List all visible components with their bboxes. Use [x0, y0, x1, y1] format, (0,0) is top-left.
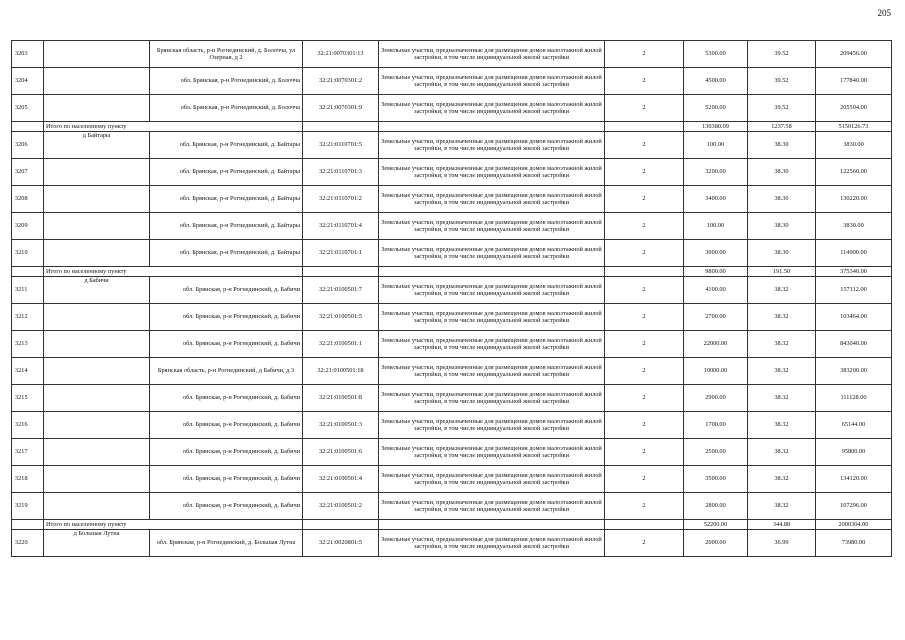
cadastral-value: 65144.00	[816, 412, 892, 439]
row-number: 3213	[12, 331, 44, 358]
cadastral-number: 32:21:0100501:1	[303, 331, 379, 358]
specific-value: 38.30	[748, 240, 816, 267]
settlement-name	[44, 240, 150, 267]
subtotal-cadastre-cell	[303, 122, 379, 132]
subtotal-purpose-cell	[379, 520, 605, 530]
cadastral-value: 111128.00	[816, 385, 892, 412]
specific-value: 39.52	[748, 68, 816, 95]
cadastral-value: 130220.00	[816, 186, 892, 213]
specific-value: 38.32	[748, 412, 816, 439]
cadastral-number: 32:21:0110701:5	[303, 132, 379, 159]
area: 2700.00	[684, 304, 748, 331]
table-row	[12, 159, 892, 186]
cadastral-number: 32:21:0020801:5	[303, 530, 379, 557]
table-row	[12, 186, 892, 213]
address: обл. Брянская, р-н Рогнединский, д. Бабичи	[150, 439, 303, 466]
table-row	[12, 277, 892, 304]
subtotal-group-cell	[605, 267, 684, 277]
address: обл. Брянская, р-н Рогнединский, д. Бабичи	[150, 277, 303, 304]
land-purpose: Земельные участки, предназначенные для размещения домов малоэтажной жилой застройки, в том числе индивидуальной жилой застройки	[379, 439, 605, 466]
cadastral-number: 32:21:0070301:2	[303, 68, 379, 95]
row-number: 3212	[12, 304, 44, 331]
area: 3500.00	[684, 466, 748, 493]
land-purpose: Земельные участки, предназначенные для размещения домов малоэтажной жилой застройки, в том числе индивидуальной жилой застройки	[379, 385, 605, 412]
specific-value: 38.32	[748, 277, 816, 304]
row-number: 3215	[12, 385, 44, 412]
subtotal-cadastre-cell	[303, 267, 379, 277]
row-number: 3204	[12, 68, 44, 95]
address: обл. Брянская, р-н Рогнединский, д. Байтары	[150, 186, 303, 213]
row-number: 3219	[12, 493, 44, 520]
cadastral-value: 157112.00	[816, 277, 892, 304]
table-row	[12, 530, 892, 557]
land-purpose: Земельные участки, предназначенные для размещения домов малоэтажной жилой застройки, в том числе индивидуальной жилой застройки	[379, 240, 605, 267]
cadastral-value: 209456.00	[816, 41, 892, 68]
table-row	[12, 331, 892, 358]
subtotal-value: 2000304.00	[816, 520, 892, 530]
specific-value: 38.32	[748, 385, 816, 412]
area: 4500.00	[684, 68, 748, 95]
table-row	[12, 213, 892, 240]
specific-value: 38.32	[748, 358, 816, 385]
specific-value: 38.32	[748, 304, 816, 331]
cadastral-value: 134120.00	[816, 466, 892, 493]
row-number: 3208	[12, 186, 44, 213]
cadastral-value: 114900.00	[816, 240, 892, 267]
specific-value: 38.30	[748, 159, 816, 186]
subtotal-rate: 344.88	[748, 520, 816, 530]
group-code: 2	[605, 213, 684, 240]
land-purpose: Земельные участки, предназначенные для размещения домов малоэтажной жилой застройки, в том числе индивидуальной жилой застройки	[379, 186, 605, 213]
table-row	[12, 132, 892, 159]
settlement-name	[44, 41, 150, 68]
subtotal-label: Итого по населенному пункту	[44, 122, 303, 132]
row-number: 3220	[12, 530, 44, 557]
area: 1700.00	[684, 412, 748, 439]
settlement-name	[44, 385, 150, 412]
settlement-name	[44, 213, 150, 240]
cadastral-value: 3830.00	[816, 213, 892, 240]
table-row	[12, 95, 892, 122]
cadastral-value: 3830.00	[816, 132, 892, 159]
land-purpose: Земельные участки, предназначенные для размещения домов малоэтажной жилой застройки, в том числе индивидуальной жилой застройки	[379, 331, 605, 358]
address: обл. Брянская, р-н Рогнединский, д. Байтары	[150, 240, 303, 267]
address: обл. Брянская, р-н Рогнединский, д. Байтары	[150, 213, 303, 240]
group-code: 2	[605, 466, 684, 493]
area: 3200.00	[684, 159, 748, 186]
group-code: 2	[605, 95, 684, 122]
cadastral-number: 32:21:0100501:2	[303, 493, 379, 520]
table-row	[12, 385, 892, 412]
subtotal-row	[12, 267, 892, 277]
row-number: 3214	[12, 358, 44, 385]
area: 22000.00	[684, 331, 748, 358]
group-code: 2	[605, 331, 684, 358]
settlement-name	[44, 159, 150, 186]
subtotal-group-cell	[605, 520, 684, 530]
group-code: 2	[605, 159, 684, 186]
group-code: 2	[605, 304, 684, 331]
address: обл. Брянская, р-н Рогнединский, д. Бабичи	[150, 304, 303, 331]
row-number: 3206	[12, 132, 44, 159]
subtotal-rate: 1237.58	[748, 122, 816, 132]
land-purpose: Земельные участки, предназначенные для размещения домов малоэтажной жилой застройки, в том числе индивидуальной жилой застройки	[379, 159, 605, 186]
address: обл. Брянская, р-н Рогнединский, д. Байтары	[150, 132, 303, 159]
table-row	[12, 412, 892, 439]
settlement-name: д Бабичи	[44, 277, 150, 304]
address: Брянская область, р-н Рогнединский, д. Болочча, ул Озерная, д 2	[150, 41, 303, 68]
cadastral-number: 32:21:0100501:6	[303, 439, 379, 466]
land-purpose: Земельные участки, предназначенные для размещения домов малоэтажной жилой застройки, в том числе индивидуальной жилой застройки	[379, 530, 605, 557]
land-purpose: Земельные участки, предназначенные для размещения домов малоэтажной жилой застройки, в том числе индивидуальной жилой застройки	[379, 493, 605, 520]
address: обл. Брянская, р-н Рогнединский, д. Бабичи	[150, 412, 303, 439]
area: 10000.00	[684, 358, 748, 385]
area: 2900.00	[684, 385, 748, 412]
subtotal-label: Итого по населенному пункту	[44, 520, 303, 530]
table-row	[12, 358, 892, 385]
subtotal-num-cell	[12, 267, 44, 277]
area: 100.00	[684, 213, 748, 240]
specific-value: 38.30	[748, 186, 816, 213]
row-number: 3205	[12, 95, 44, 122]
cadastral-number: 32:21:0100501:4	[303, 466, 379, 493]
subtotal-value: 5150126.73	[816, 122, 892, 132]
cadastral-value: 103464.00	[816, 304, 892, 331]
row-number: 3203	[12, 41, 44, 68]
specific-value: 36.99	[748, 530, 816, 557]
land-purpose: Земельные участки, предназначенные для размещения домов малоэтажной жилой застройки, в том числе индивидуальной жилой застройки	[379, 358, 605, 385]
settlement-name	[44, 68, 150, 95]
subtotal-rate: 191.50	[748, 267, 816, 277]
land-registry-table	[11, 40, 892, 557]
land-purpose: Земельные участки, предназначенные для размещения домов малоэтажной жилой застройки, в том числе индивидуальной жилой застройки	[379, 213, 605, 240]
table-row	[12, 68, 892, 95]
settlement-name	[44, 331, 150, 358]
specific-value: 38.30	[748, 132, 816, 159]
subtotal-label: Итого по населенному пункту	[44, 267, 303, 277]
cadastral-value: 843040.00	[816, 331, 892, 358]
subtotal-area: 130380.09	[684, 122, 748, 132]
cadastral-number: 32:21:0100501:5	[303, 304, 379, 331]
cadastral-value: 205504.00	[816, 95, 892, 122]
cadastral-number: 32:21:0100501:18	[303, 358, 379, 385]
subtotal-num-cell	[12, 520, 44, 530]
land-purpose: Земельные участки, предназначенные для размещения домов малоэтажной жилой застройки, в том числе индивидуальной жилой застройки	[379, 132, 605, 159]
land-purpose: Земельные участки, предназначенные для размещения домов малоэтажной жилой застройки, в том числе индивидуальной жилой застройки	[379, 41, 605, 68]
area: 4100.00	[684, 277, 748, 304]
settlement-name	[44, 466, 150, 493]
subtotal-purpose-cell	[379, 122, 605, 132]
subtotal-row	[12, 122, 892, 132]
address: обл. Брянская, р-н Рогнединский, д. Большая Лутна	[150, 530, 303, 557]
subtotal-group-cell	[605, 122, 684, 132]
group-code: 2	[605, 68, 684, 95]
group-code: 2	[605, 186, 684, 213]
cadastral-value: 73980.00	[816, 530, 892, 557]
subtotal-cadastre-cell	[303, 520, 379, 530]
cadastral-number: 32:21:0110701:4	[303, 213, 379, 240]
land-purpose: Земельные участки, предназначенные для размещения домов малоэтажной жилой застройки, в том числе индивидуальной жилой застройки	[379, 412, 605, 439]
specific-value: 38.32	[748, 439, 816, 466]
address: обл. Брянская, р-н Рогнединский, д. Бабичи	[150, 385, 303, 412]
address: обл. Брянская, р-н Рогнединский, д. Бабичи	[150, 493, 303, 520]
specific-value: 39.52	[748, 41, 816, 68]
area: 100.00	[684, 132, 748, 159]
settlement-name	[44, 95, 150, 122]
area: 3400.00	[684, 186, 748, 213]
area: 3000.00	[684, 240, 748, 267]
specific-value: 38.32	[748, 331, 816, 358]
cadastral-value: 107296.00	[816, 493, 892, 520]
land-purpose: Земельные участки, предназначенные для размещения домов малоэтажной жилой застройки, в том числе индивидуальной жилой застройки	[379, 95, 605, 122]
settlement-name	[44, 493, 150, 520]
group-code: 2	[605, 530, 684, 557]
group-code: 2	[605, 41, 684, 68]
specific-value: 38.30	[748, 213, 816, 240]
cadastral-number: 32:21:0100501:7	[303, 277, 379, 304]
row-number: 3207	[12, 159, 44, 186]
row-number: 3210	[12, 240, 44, 267]
subtotal-num-cell	[12, 122, 44, 132]
settlement-name	[44, 186, 150, 213]
group-code: 2	[605, 358, 684, 385]
settlement-name	[44, 412, 150, 439]
row-number: 3218	[12, 466, 44, 493]
table-row	[12, 439, 892, 466]
table-row	[12, 466, 892, 493]
row-number: 3217	[12, 439, 44, 466]
land-purpose: Земельные участки, предназначенные для размещения домов малоэтажной жилой застройки, в том числе индивидуальной жилой застройки	[379, 466, 605, 493]
row-number: 3209	[12, 213, 44, 240]
group-code: 2	[605, 277, 684, 304]
specific-value: 38.32	[748, 466, 816, 493]
subtotal-purpose-cell	[379, 267, 605, 277]
cadastral-number: 32:21:0100501:8	[303, 385, 379, 412]
row-number: 3211	[12, 277, 44, 304]
table-row	[12, 493, 892, 520]
address: Брянская область, р-н Рогнединский, д Бабичи, д 3	[150, 358, 303, 385]
group-code: 2	[605, 439, 684, 466]
cadastral-value: 95800.00	[816, 439, 892, 466]
specific-value: 38.32	[748, 493, 816, 520]
settlement-name	[44, 439, 150, 466]
cadastral-value: 177840.00	[816, 68, 892, 95]
land-purpose: Земельные участки, предназначенные для размещения домов малоэтажной жилой застройки, в том числе индивидуальной жилой застройки	[379, 68, 605, 95]
cadastral-number: 32:21:0110701:3	[303, 159, 379, 186]
address: обл. Брянская, р-н Рогнединский, д. Бабичи	[150, 331, 303, 358]
area: 2500.00	[684, 439, 748, 466]
cadastral-number: 32:21:0070301:13	[303, 41, 379, 68]
area: 5200.00	[684, 95, 748, 122]
cadastral-value: 383200.00	[816, 358, 892, 385]
cadastral-number: 32:21:0110701:1	[303, 240, 379, 267]
cadastral-number: 32:21:0070301:9	[303, 95, 379, 122]
land-purpose: Земельные участки, предназначенные для размещения домов малоэтажной жилой застройки, в том числе индивидуальной жилой застройки	[379, 277, 605, 304]
settlement-name: д Большая Лутна	[44, 530, 150, 557]
subtotal-area: 9800.00	[684, 267, 748, 277]
settlement-name	[44, 358, 150, 385]
group-code: 2	[605, 493, 684, 520]
group-code: 2	[605, 132, 684, 159]
page-number: 205	[877, 8, 891, 18]
table-row	[12, 41, 892, 68]
specific-value: 39.52	[748, 95, 816, 122]
subtotal-area: 52200.00	[684, 520, 748, 530]
table-body	[12, 41, 892, 557]
group-code: 2	[605, 240, 684, 267]
group-code: 2	[605, 385, 684, 412]
area: 5300.00	[684, 41, 748, 68]
subtotal-value: 375340.00	[816, 267, 892, 277]
settlement-name	[44, 304, 150, 331]
cadastral-value: 122560.00	[816, 159, 892, 186]
address: обл. Брянская, р-н Рогнединский, д. Болочча	[150, 68, 303, 95]
group-code: 2	[605, 412, 684, 439]
land-purpose: Земельные участки, предназначенные для размещения домов малоэтажной жилой застройки, в том числе индивидуальной жилой застройки	[379, 304, 605, 331]
table-row	[12, 304, 892, 331]
cadastral-number: 32:21:0100501:3	[303, 412, 379, 439]
settlement-name: д Байтары	[44, 132, 150, 159]
area: 2000.00	[684, 530, 748, 557]
subtotal-row	[12, 520, 892, 530]
address: обл. Брянская, р-н Рогнединский, д. Болочча	[150, 95, 303, 122]
cadastral-number: 32:21:0110701:2	[303, 186, 379, 213]
address: обл. Брянская, р-н Рогнединский, д. Байтары	[150, 159, 303, 186]
row-number: 3216	[12, 412, 44, 439]
table-row	[12, 240, 892, 267]
area: 2800.00	[684, 493, 748, 520]
address: обл. Брянская, р-н Рогнединский, д. Бабичи	[150, 466, 303, 493]
